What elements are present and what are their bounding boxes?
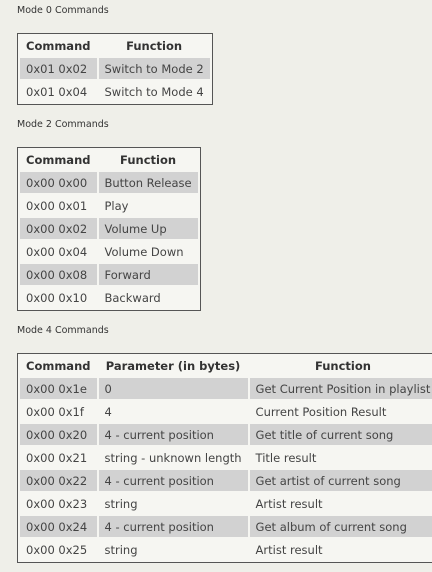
function-cell: Switch to Mode 4: [104, 84, 204, 99]
function-cell: Switch to Mode 2: [99, 58, 210, 79]
function-cell: Artist result: [255, 496, 323, 511]
function-cell: Button Release: [99, 172, 198, 193]
table-row: [20, 539, 432, 560]
function-cell: Artist result: [255, 542, 323, 557]
parameter-cell: 4 - current position: [99, 470, 248, 491]
function-cell: Title result: [255, 450, 317, 465]
command-cell: 0x00 0x20: [20, 424, 97, 445]
table-row: [20, 81, 210, 102]
command-cell: 0x00 0x21: [26, 450, 88, 465]
command-cell: 0x00 0x00: [20, 172, 97, 193]
table-header-row: [20, 356, 432, 376]
function-cell: Get artist of current song: [250, 470, 432, 491]
column-header-function: Function: [120, 153, 177, 167]
parameter-cell: string: [104, 496, 138, 511]
function-cell: Play: [104, 198, 129, 213]
command-cell: 0x00 0x1f: [26, 404, 84, 419]
table-row: [20, 470, 432, 491]
parameter-cell: 4 - current position: [99, 516, 248, 537]
function-cell: Get title of current song: [250, 424, 432, 445]
command-cell: 0x01 0x02: [20, 58, 97, 79]
table-row: [20, 264, 198, 285]
mode0-title: Mode 0 Commands: [17, 5, 109, 16]
command-cell: 0x00 0x10: [26, 290, 88, 305]
column-header-command: Command: [26, 39, 91, 53]
page-bottom-edge: [0, 566, 432, 572]
command-cell: 0x00 0x01: [26, 198, 88, 213]
column-header-parameter: Parameter (in bytes): [105, 359, 241, 373]
command-cell: 0x00 0x1e: [20, 378, 97, 399]
table-header-row: [20, 150, 198, 170]
table-header-row: [20, 36, 210, 56]
parameter-cell: string - unknown length: [104, 450, 242, 465]
column-header-command: Command: [26, 153, 91, 167]
table-row: [20, 218, 198, 239]
mode2-commands-table: [17, 147, 201, 311]
command-cell: 0x00 0x22: [20, 470, 97, 491]
function-cell: Get Current Position in playlist: [250, 378, 432, 399]
function-cell: Backward: [104, 290, 161, 305]
parameter-cell: 4: [104, 404, 112, 419]
command-cell: 0x00 0x02: [20, 218, 97, 239]
column-header-function: Function: [314, 359, 371, 373]
table-row: [20, 424, 432, 445]
table-row: [20, 378, 432, 399]
mode4-commands-table: [17, 353, 432, 563]
parameter-cell: 0: [99, 378, 248, 399]
command-cell: 0x00 0x24: [20, 516, 97, 537]
table-row: [20, 195, 198, 216]
command-cell: 0x00 0x08: [20, 264, 97, 285]
function-cell: Forward: [99, 264, 198, 285]
table-row: [20, 516, 432, 537]
function-cell: Volume Down: [104, 244, 184, 259]
mode0-commands-table: [17, 33, 213, 105]
table-row: [20, 58, 210, 79]
parameter-cell: 4 - current position: [99, 424, 248, 445]
table-row: [20, 287, 198, 308]
table-row: [20, 241, 198, 262]
column-header-command: Command: [26, 359, 91, 373]
mode4-title: Mode 4 Commands: [17, 325, 109, 336]
function-cell: Get album of current song: [250, 516, 432, 537]
mode2-title: Mode 2 Commands: [17, 119, 109, 130]
table-row: [20, 172, 198, 193]
table-row: [20, 447, 432, 468]
column-header-function: Function: [126, 39, 183, 53]
table-row: [20, 493, 432, 514]
command-cell: 0x00 0x23: [26, 496, 88, 511]
command-cell: 0x00 0x04: [26, 244, 88, 259]
command-cell: 0x00 0x25: [26, 542, 88, 557]
function-cell: Volume Up: [99, 218, 198, 239]
table-row: [20, 401, 432, 422]
command-cell: 0x01 0x04: [26, 84, 88, 99]
function-cell: Current Position Result: [255, 404, 387, 419]
parameter-cell: string: [104, 542, 138, 557]
